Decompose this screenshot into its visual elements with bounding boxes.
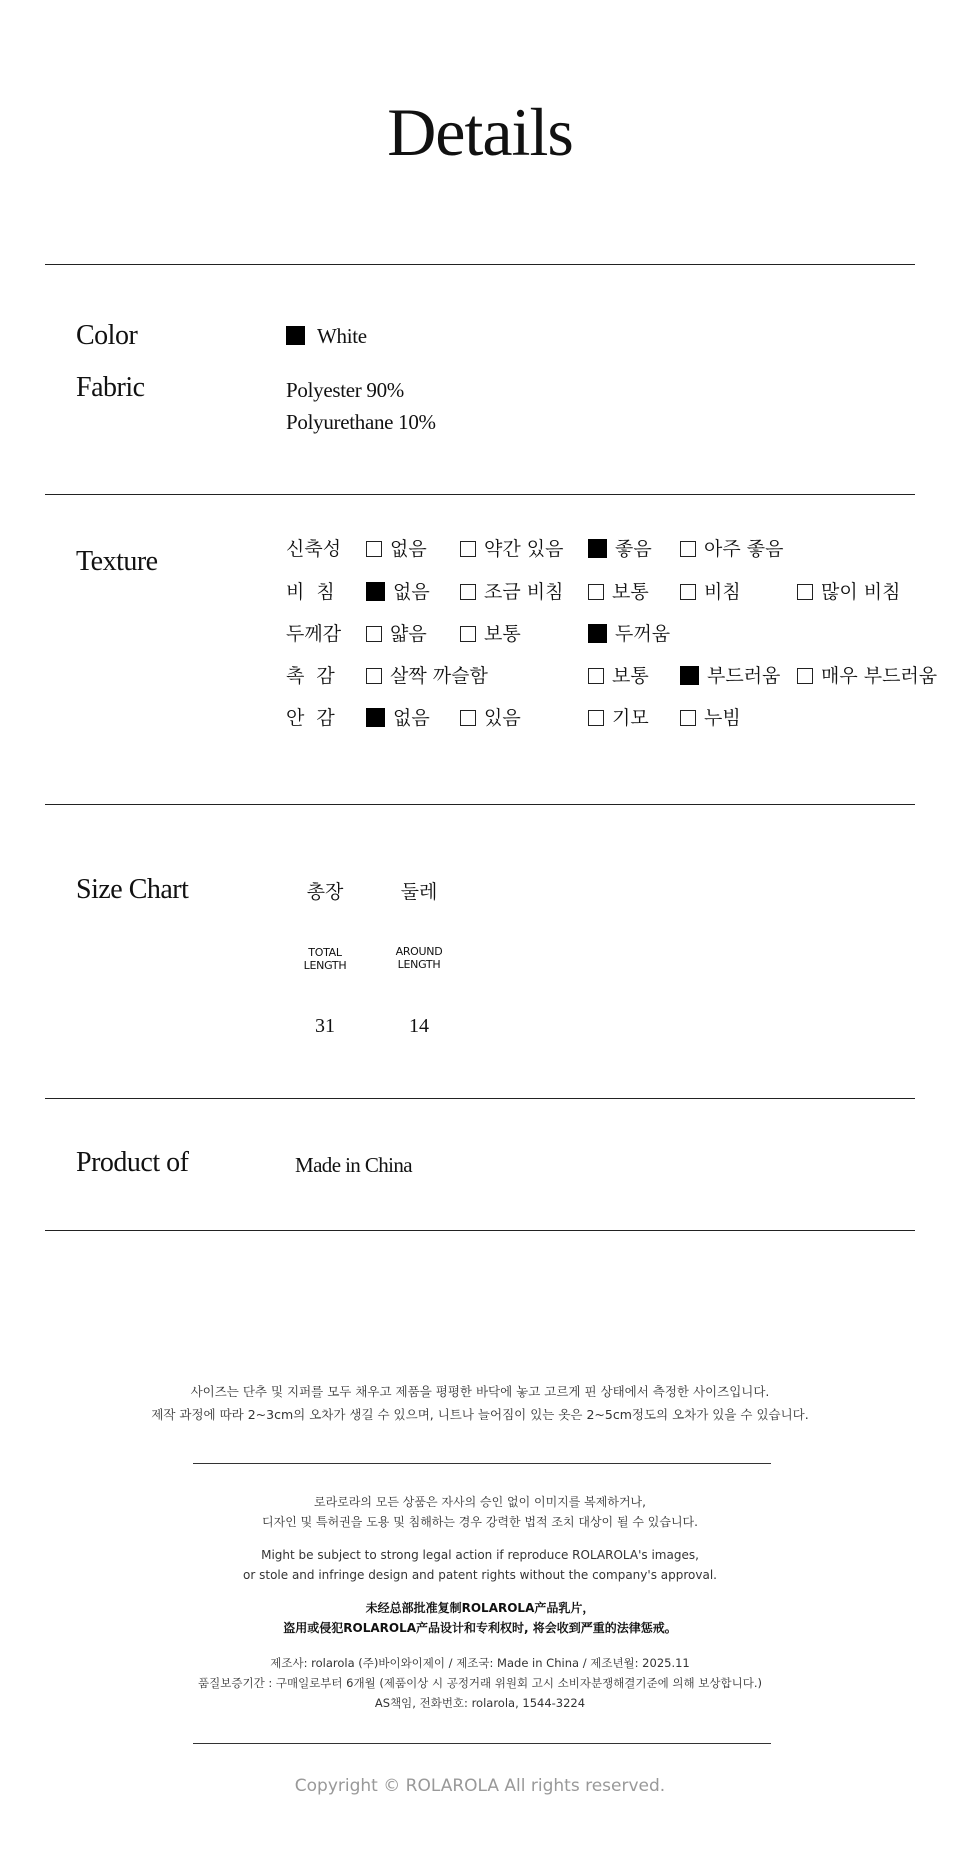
texture-option-label: 조금 비침: [484, 581, 564, 603]
maker-info: AS책임, 전화번호: rolarola, 1544-3224: [374, 1696, 586, 1710]
size-value-around: 14: [409, 1015, 429, 1037]
cn-copyright: 未经总部批准复制ROLAROLA产品乳片，: [365, 1601, 595, 1615]
texture-option: [366, 661, 488, 688]
texture-option: [797, 577, 900, 604]
unchecked-box-icon: [366, 626, 382, 642]
texture-row-label: 비 침: [286, 581, 335, 603]
unchecked-box-icon: [588, 710, 604, 726]
unchecked-box-icon: [797, 668, 813, 684]
en-copyright: Might be subject to strong legal action if reproduce ROLAROLA's images,: [261, 1548, 699, 1562]
kr-copyright: 로라로라의 모든 상품은 자사의 승인 없이 이미지를 복제하거나,: [314, 1495, 646, 1509]
unchecked-box-icon: [588, 668, 604, 684]
texture-option: [366, 619, 427, 646]
texture-option: [460, 619, 521, 646]
texture-option: [366, 534, 427, 561]
texture-option: [797, 661, 937, 688]
fabric-line: Polyester 90%: [286, 378, 404, 402]
texture-option: [460, 703, 521, 730]
texture-option-label: 많이 비침: [821, 581, 901, 603]
texture-option: [680, 703, 741, 730]
texture-option: [588, 619, 670, 646]
divider: [193, 1463, 771, 1464]
texture-option-label: 누빔: [704, 707, 741, 729]
texture-row-label: 신축성: [286, 538, 342, 560]
texture-option-label: 없음: [393, 581, 430, 603]
unchecked-box-icon: [680, 584, 696, 600]
maker-info: 제조사: rolarola (주)바이와이제이 / 제조국: Made in China / 제조년월: 2025.11: [270, 1656, 690, 1670]
unchecked-box-icon: [460, 626, 476, 642]
size-col-en: AROUND LENGTH: [395, 945, 443, 971]
texture-row-label: 두께감: [286, 623, 342, 645]
texture-option: [680, 661, 780, 688]
texture-option: [588, 661, 649, 688]
texture-option-label: 보통: [484, 623, 521, 645]
texture-option: [366, 703, 430, 730]
en-copyright: or stole and infringe design and patent rights without the company's approval.: [243, 1568, 717, 1582]
texture-option-label: 두꺼움: [615, 623, 671, 645]
checked-box-icon: [680, 666, 699, 685]
texture-option: [588, 577, 649, 604]
product-of-value: Made in China: [295, 1153, 413, 1177]
copyright-footer: Copyright © ROLAROLA All rights reserved.: [294, 1776, 666, 1796]
checked-box-icon: [366, 582, 385, 601]
fabric-line: Polyurethane 10%: [286, 410, 436, 434]
size-note: 사이즈는 단추 및 지퍼를 모두 채우고 제품을 평평한 바닥에 놓고 고르게 핀 상태에서 측정한 사이즈입니다.: [190, 1384, 770, 1399]
texture-option-label: 약간 있음: [484, 538, 564, 560]
unchecked-box-icon: [460, 710, 476, 726]
maker-info: 품질보증기간 : 구매일로부터 6개월 (제품이상 시 공정거래 위원회 고시 소비자분쟁해결기준에 의해 보상합니다.): [198, 1676, 762, 1690]
size-note: 제작 과정에 따라 2~3cm의 오차가 생길 수 있으며, 니트나 늘어짐이 있는 옷은 2~5cm정도의 오차가 있을 수 있습니다.: [151, 1407, 809, 1422]
size-col-around: [379, 877, 459, 904]
checked-box-icon: [588, 624, 607, 643]
texture-option: [588, 534, 652, 561]
texture-option: [366, 577, 430, 604]
texture-row-label: 안 감: [286, 707, 335, 729]
color-value: [286, 324, 367, 349]
unchecked-box-icon: [366, 668, 382, 684]
page-title: Details: [387, 94, 573, 170]
texture-option-label: 보통: [612, 665, 649, 687]
texture-option-label: 아주 좋음: [704, 538, 784, 560]
unchecked-box-icon: [366, 541, 382, 557]
texture-option-label: 매우 부드러움: [821, 665, 938, 687]
divider: [193, 1743, 771, 1744]
size-col-kr: 총장: [306, 881, 344, 903]
divider: [45, 1098, 915, 1099]
texture-option: [588, 703, 649, 730]
checked-box-icon: [588, 539, 607, 558]
divider: [45, 494, 915, 495]
color-label: Color: [76, 320, 138, 351]
unchecked-box-icon: [460, 584, 476, 600]
texture-label: Texture: [76, 546, 158, 577]
size-col-total: [285, 877, 365, 904]
size-col-kr: 둘레: [400, 881, 438, 903]
texture-option-label: 얇음: [390, 623, 427, 645]
unchecked-box-icon: [460, 541, 476, 557]
texture-option-label: 보통: [612, 581, 649, 603]
texture-option-label: 기모: [612, 707, 649, 729]
texture-option-label: 살짝 까슬함: [390, 665, 488, 687]
unchecked-box-icon: [588, 584, 604, 600]
fabric-label: Fabric: [76, 372, 145, 403]
color-swatch: [286, 326, 305, 345]
divider: [45, 1230, 915, 1231]
texture-option-label: 부드러움: [707, 665, 781, 687]
cn-copyright: 盗用或侵犯ROLAROLA产品设计和专利权时, 将会收到严重的法律惩戒。: [283, 1621, 677, 1635]
texture-row-label: 촉 감: [286, 665, 335, 687]
size-chart-label: Size Chart: [76, 874, 189, 905]
texture-option: [460, 577, 563, 604]
size-value-total: 31: [315, 1015, 335, 1037]
checked-box-icon: [366, 708, 385, 727]
unchecked-box-icon: [797, 584, 813, 600]
texture-option: [680, 577, 741, 604]
size-col-en: TOTAL LENGTH: [303, 946, 347, 972]
texture-option: [680, 534, 783, 561]
texture-option-label: 있음: [484, 707, 521, 729]
unchecked-box-icon: [680, 541, 696, 557]
texture-option-label: 없음: [390, 538, 427, 560]
divider: [45, 804, 915, 805]
kr-copyright: 디자인 및 특허권을 도용 및 침해하는 경우 강력한 법적 조치 대상이 될 수 있습니다.: [262, 1515, 698, 1529]
texture-option-label: 비침: [704, 581, 741, 603]
color-name: White: [317, 324, 367, 348]
texture-option-label: 없음: [393, 707, 430, 729]
texture-option: [460, 534, 563, 561]
divider: [45, 264, 915, 265]
texture-option-label: 좋음: [615, 538, 652, 560]
product-of-label: Product of: [76, 1147, 189, 1178]
unchecked-box-icon: [680, 710, 696, 726]
